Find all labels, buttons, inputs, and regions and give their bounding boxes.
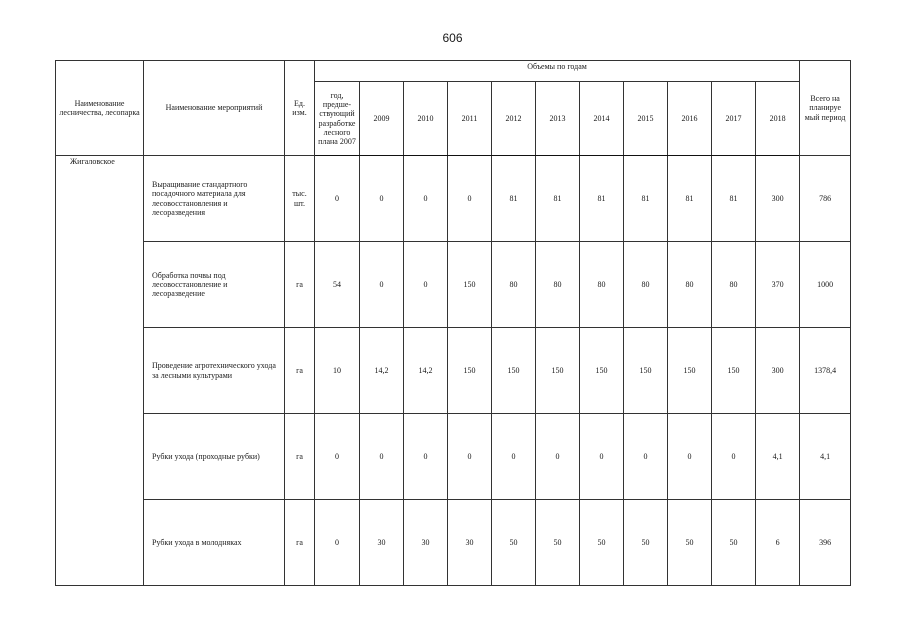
value-cell: 6 bbox=[756, 500, 800, 586]
activity-name: Выращивание стандартного посадочного материала для лесовосстановления и лесоразведения bbox=[144, 156, 285, 242]
header-year: 2013 bbox=[536, 82, 580, 156]
value-cell: 81 bbox=[668, 156, 712, 242]
header-unit: Ед. изм. bbox=[285, 61, 315, 156]
unit-cell: тыс. шт. bbox=[285, 156, 315, 242]
header-year: 2011 bbox=[448, 82, 492, 156]
header-forestry: Наименование лесничества, лесопарка bbox=[56, 61, 144, 156]
value-cell: 80 bbox=[668, 242, 712, 328]
total-cell: 1378,4 bbox=[800, 328, 851, 414]
unit-cell: га bbox=[285, 242, 315, 328]
value-cell: 0 bbox=[404, 414, 448, 500]
total-cell: 4,1 bbox=[800, 414, 851, 500]
table-row bbox=[56, 414, 851, 500]
value-cell: 0 bbox=[360, 156, 404, 242]
value-cell: 0 bbox=[624, 414, 668, 500]
value-cell: 50 bbox=[492, 500, 536, 586]
value-cell: 50 bbox=[712, 500, 756, 586]
value-cell: 30 bbox=[448, 500, 492, 586]
value-cell: 14,2 bbox=[404, 328, 448, 414]
value-cell: 150 bbox=[712, 328, 756, 414]
value-cell: 0 bbox=[536, 414, 580, 500]
header-year: 2014 bbox=[580, 82, 624, 156]
value-cell: 50 bbox=[668, 500, 712, 586]
value-cell: 0 bbox=[315, 500, 360, 586]
value-cell: 150 bbox=[448, 328, 492, 414]
value-cell: 14,2 bbox=[360, 328, 404, 414]
value-cell: 0 bbox=[448, 414, 492, 500]
unit-cell: га bbox=[285, 414, 315, 500]
header-year: 2016 bbox=[668, 82, 712, 156]
value-cell: 0 bbox=[712, 414, 756, 500]
value-cell: 150 bbox=[580, 328, 624, 414]
value-cell: 50 bbox=[580, 500, 624, 586]
header-year: 2017 bbox=[712, 82, 756, 156]
activity-name: Рубки ухода (проходные рубки) bbox=[144, 414, 285, 500]
total-cell: 786 bbox=[800, 156, 851, 242]
value-cell: 0 bbox=[448, 156, 492, 242]
page-number: 606 bbox=[442, 31, 463, 45]
value-cell: 150 bbox=[668, 328, 712, 414]
value-cell: 80 bbox=[536, 242, 580, 328]
value-cell: 0 bbox=[492, 414, 536, 500]
value-cell: 300 bbox=[756, 156, 800, 242]
value-cell: 54 bbox=[315, 242, 360, 328]
table-row bbox=[56, 500, 851, 586]
value-cell: 0 bbox=[404, 242, 448, 328]
unit-cell: га bbox=[285, 500, 315, 586]
value-cell: 80 bbox=[580, 242, 624, 328]
value-cell: 0 bbox=[315, 156, 360, 242]
value-cell: 80 bbox=[492, 242, 536, 328]
header-activity: Наименование мероприятий bbox=[144, 61, 285, 156]
header-total: Всего на планируе мый период bbox=[800, 61, 851, 156]
unit-cell: га bbox=[285, 328, 315, 414]
value-cell: 80 bbox=[624, 242, 668, 328]
value-cell: 81 bbox=[580, 156, 624, 242]
activity-name: Проведение агротехнического ухода за лесными культурами bbox=[144, 328, 285, 414]
value-cell: 50 bbox=[624, 500, 668, 586]
activity-name: Обработка почвы под лесовосстановление и лесоразведение bbox=[144, 242, 285, 328]
header-year: 2015 bbox=[624, 82, 668, 156]
value-cell: 81 bbox=[624, 156, 668, 242]
forestry-name: Жигаловское bbox=[56, 156, 144, 586]
value-cell: 80 bbox=[712, 242, 756, 328]
header-base-year: год, предше- ствующий разработке лесного плана 2007 bbox=[315, 82, 360, 156]
table-row bbox=[56, 156, 851, 242]
value-cell: 150 bbox=[536, 328, 580, 414]
header-year: 2009 bbox=[360, 82, 404, 156]
value-cell: 81 bbox=[536, 156, 580, 242]
value-cell: 150 bbox=[492, 328, 536, 414]
value-cell: 0 bbox=[668, 414, 712, 500]
value-cell: 81 bbox=[712, 156, 756, 242]
forest-plan-table bbox=[55, 60, 851, 586]
value-cell: 0 bbox=[404, 156, 448, 242]
value-cell: 300 bbox=[756, 328, 800, 414]
total-cell: 396 bbox=[800, 500, 851, 586]
value-cell: 370 bbox=[756, 242, 800, 328]
value-cell: 150 bbox=[448, 242, 492, 328]
value-cell: 10 bbox=[315, 328, 360, 414]
value-cell: 0 bbox=[315, 414, 360, 500]
value-cell: 4,1 bbox=[756, 414, 800, 500]
value-cell: 30 bbox=[360, 500, 404, 586]
table-row bbox=[56, 242, 851, 328]
value-cell: 30 bbox=[404, 500, 448, 586]
header-year: 2018 bbox=[756, 82, 800, 156]
table-row bbox=[56, 328, 851, 414]
header-year: 2012 bbox=[492, 82, 536, 156]
value-cell: 0 bbox=[360, 414, 404, 500]
activity-name: Рубки ухода в молодняках bbox=[144, 500, 285, 586]
value-cell: 0 bbox=[580, 414, 624, 500]
total-cell: 1000 bbox=[800, 242, 851, 328]
value-cell: 0 bbox=[360, 242, 404, 328]
value-cell: 81 bbox=[492, 156, 536, 242]
value-cell: 50 bbox=[536, 500, 580, 586]
value-cell: 150 bbox=[624, 328, 668, 414]
header-year: 2010 bbox=[404, 82, 448, 156]
header-volumes-by-year: Объемы по годам bbox=[315, 61, 800, 82]
